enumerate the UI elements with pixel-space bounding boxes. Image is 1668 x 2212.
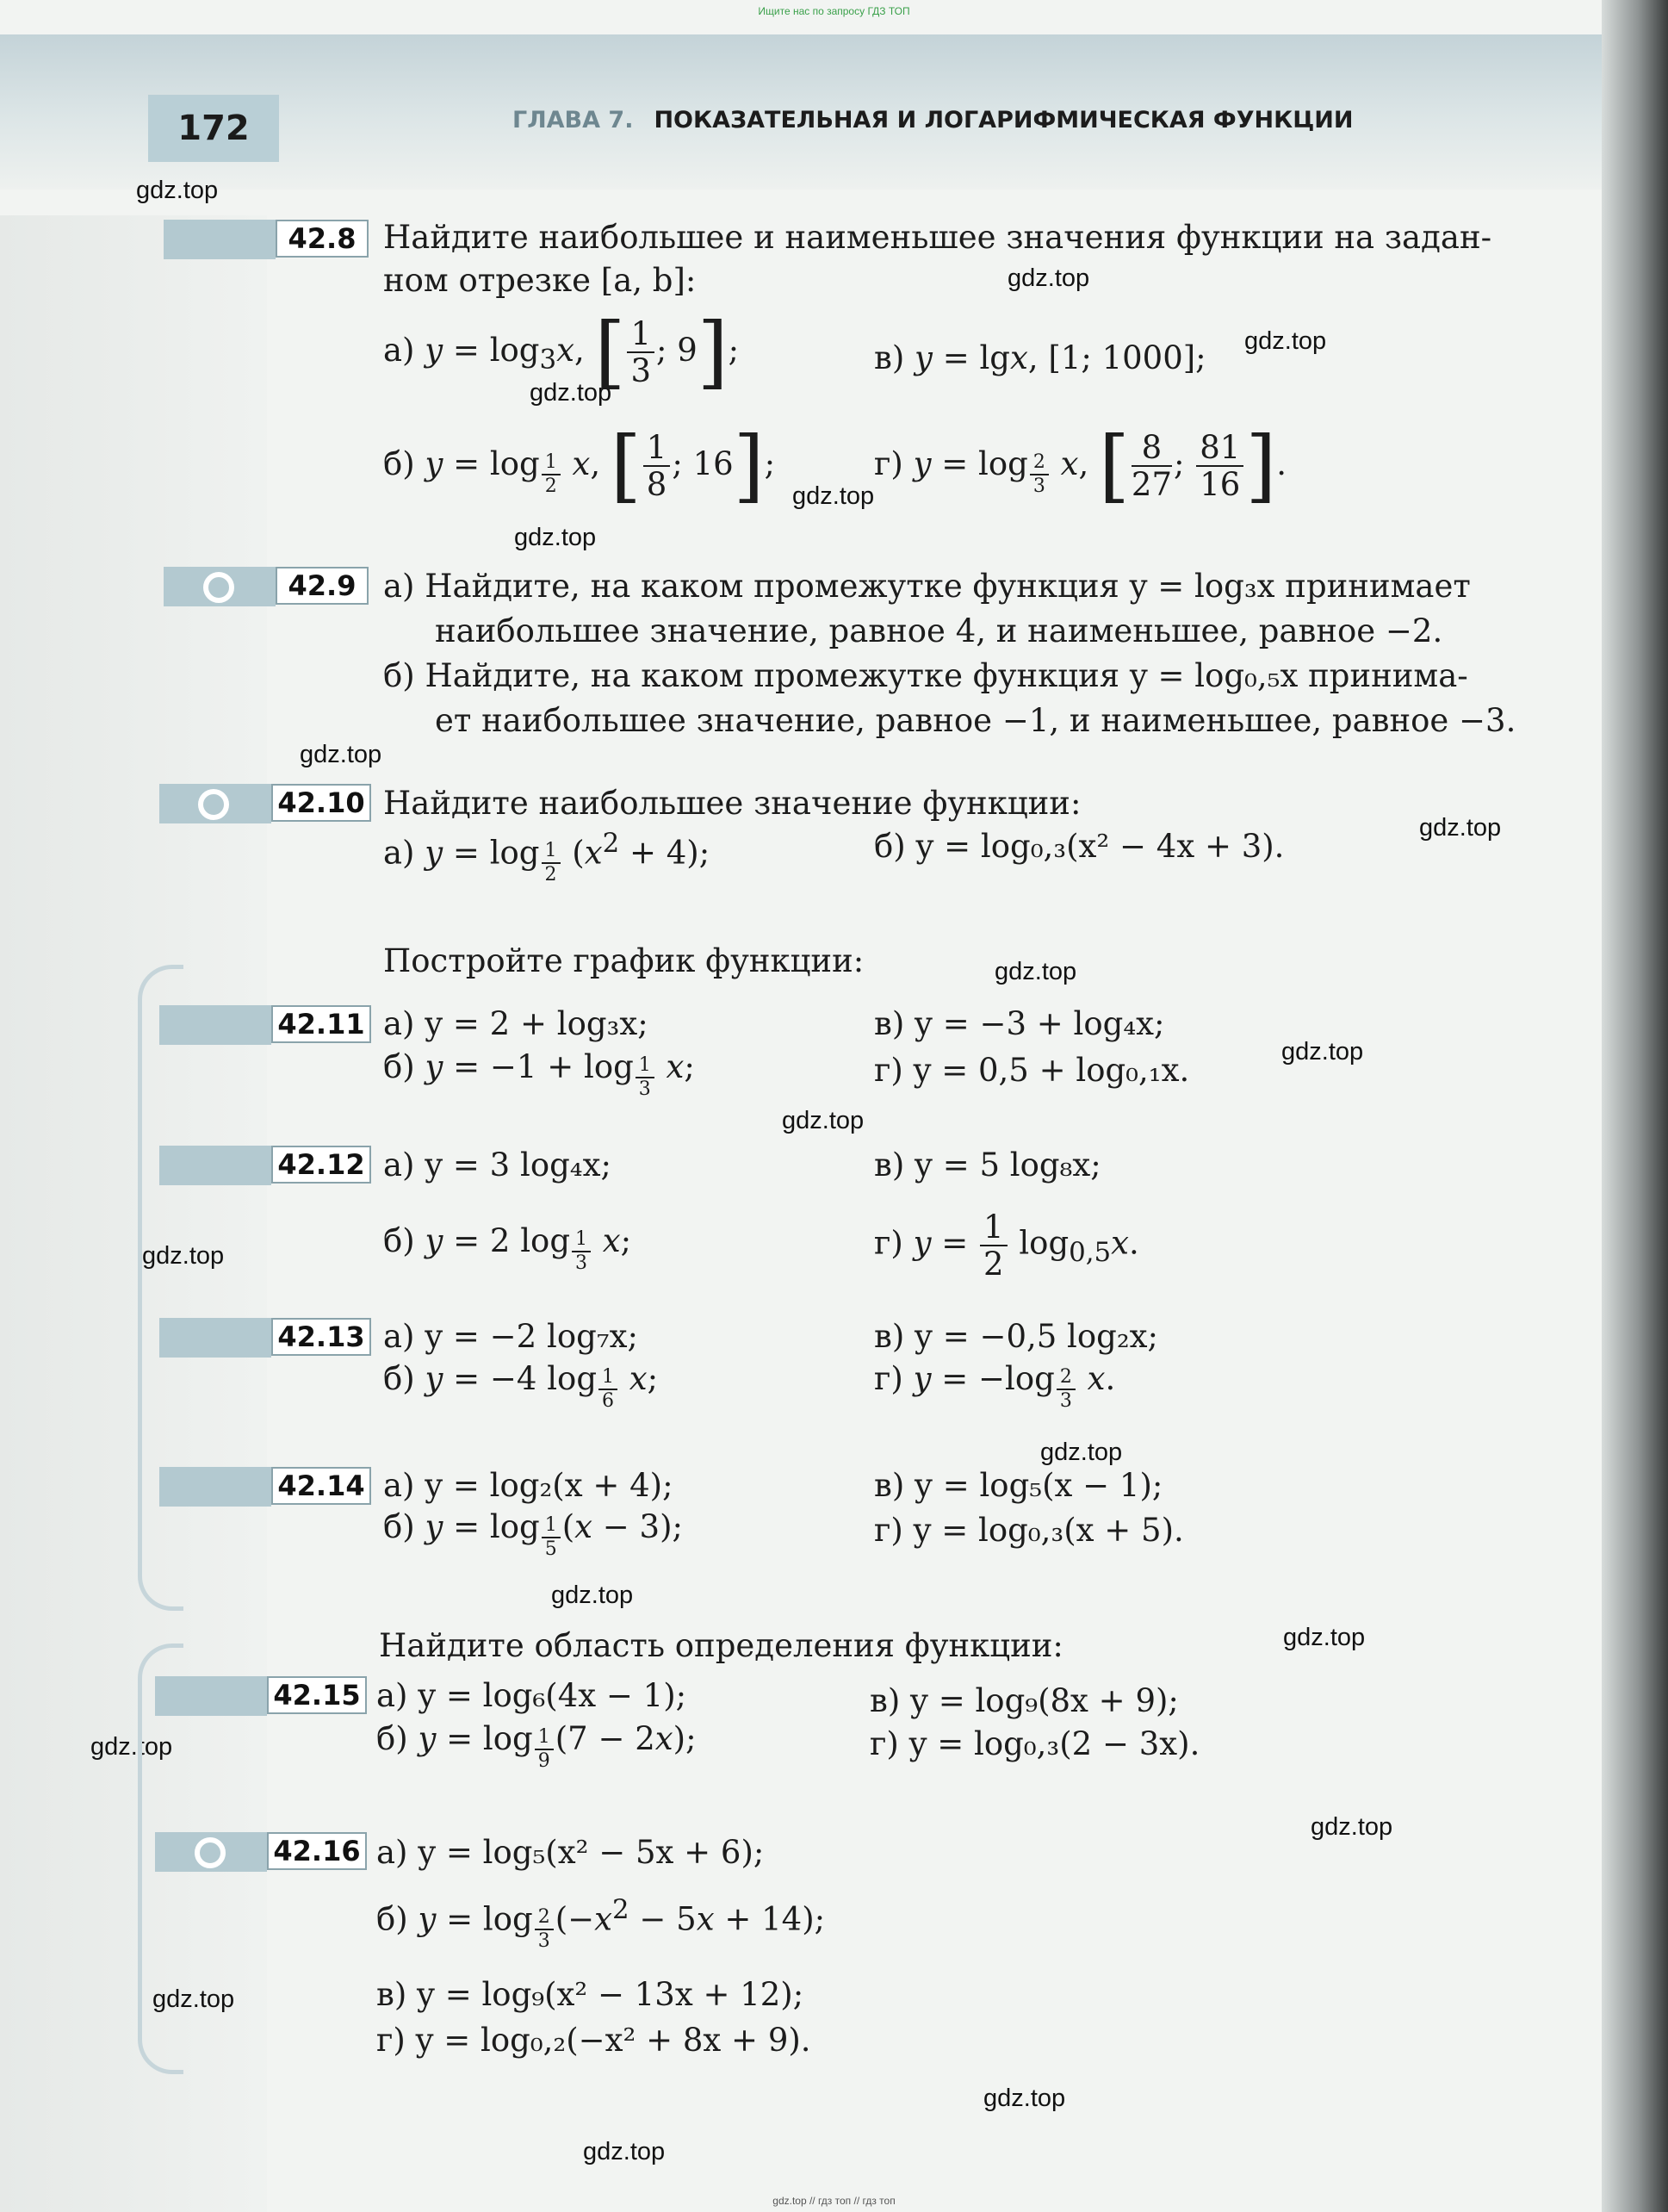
problem-text: б) Найдите, на каком промежутке функция y = log₀,₅x принима-	[383, 657, 1468, 694]
section-intro: Найдите область определения функции:	[379, 1627, 1063, 1664]
watermark: gdz.top	[782, 1107, 865, 1134]
watermark: gdz.top	[530, 379, 612, 407]
ring-marker-icon	[203, 572, 234, 603]
page-left-shade	[0, 215, 267, 2212]
formula-v: в) y = log₅(x − 1);	[874, 1467, 1163, 1504]
problem-bar	[155, 1676, 267, 1716]
formula-v: в) y = −3 + log₄x;	[874, 1005, 1165, 1042]
watermark: gdz.top	[551, 1581, 634, 1609]
section-intro: Постройте график функции:	[383, 942, 865, 979]
watermark: gdz.top	[583, 2138, 666, 2165]
formula-v: в) y = 5 log₈x;	[874, 1146, 1101, 1184]
problem-text: Найдите наибольшее значение функции:	[383, 785, 1082, 822]
formula-g: г) y = $\frac{1}{2}$ $\log_{0,5}x$.	[874, 1209, 1139, 1283]
formula-v: в) y = lgx, [1; 1000];	[874, 339, 1206, 376]
problem-number: 42.10	[271, 784, 371, 822]
formula-b: б) y = log $_{\frac{1}{5}}$ (x − 3);	[383, 1508, 683, 1560]
section-bracket	[138, 965, 183, 1611]
ring-marker-icon	[195, 1837, 226, 1868]
chapter-title: ПОКАЗАТЕЛЬНАЯ И ЛОГАРИФМИЧЕСКАЯ ФУНКЦИИ	[654, 107, 1354, 134]
problem-text: ет наибольшее значение, равное −1, и наименьшее, равное −3.	[435, 702, 1516, 739]
ring-marker-icon	[198, 789, 229, 820]
page-number: 172	[148, 95, 279, 162]
problem-text: наибольшее значение, равное 4, и наименьшее, равное −2.	[435, 612, 1443, 649]
watermark: gdz.top	[1040, 1438, 1123, 1466]
formula-b: б) y = log $_{\frac{2}{3}}$ $(-x^2 - 5x + 14)$;	[376, 1894, 826, 1953]
watermark: gdz.top	[136, 177, 219, 204]
watermark: gdz.top	[152, 1985, 235, 2013]
formula-b: б) y = −1 + log $_{\frac{1}{3}}$ x;	[383, 1048, 695, 1100]
problem-text: а) Найдите, на каком промежутке функция y = log₃x принимает	[383, 568, 1471, 605]
problem-bar	[159, 1146, 271, 1185]
formula-b: б) y = log $_{\frac{1}{2}}$ x, [ $\frac{1}{8}$ ; 16];	[383, 419, 776, 512]
formula-a: а) y = log $_{\frac{1}{2}}$ $(x^2 + 4)$;	[383, 828, 710, 886]
problem-number: 42.14	[271, 1467, 371, 1505]
chapter-label: ГЛАВА 7.	[512, 107, 634, 134]
formula-a: а) y = log₂(x + 4);	[383, 1467, 673, 1504]
problem-number: 42.11	[271, 1005, 371, 1043]
watermark: gdz.top	[995, 958, 1077, 985]
watermark: gdz.top	[1283, 1624, 1366, 1651]
formula-g: г) y = log₀,₃(x + 5).	[874, 1512, 1184, 1549]
watermark: gdz.top	[1419, 814, 1502, 842]
problem-bar	[164, 220, 276, 259]
formula-a: а) $y = \log_3x$, [ $\frac{1}{3}$ ; 9];	[383, 306, 740, 398]
formula-a: а) y = 3 log₄x;	[383, 1146, 611, 1184]
formula-g: г) y = log₀,₂(−x² + 8x + 9).	[376, 2022, 811, 2059]
formula-g: г) y = log $_{\frac{2}{3}}$ x, [ $\frac{8}{27}$ ; $\frac{81}{16}$ ].	[874, 419, 1287, 512]
watermark: gdz.top	[300, 741, 382, 768]
formula-v: в) y = log₉(8x + 9);	[870, 1682, 1179, 1719]
problem-text: ном отрезке [a, b]:	[383, 262, 697, 299]
problem-bar	[159, 1318, 271, 1358]
watermark: gdz.top	[792, 482, 875, 510]
problem-number: 42.9	[276, 567, 369, 605]
watermark: gdz.top	[1311, 1813, 1393, 1841]
page-binding-shadow	[1602, 0, 1668, 2212]
problem-number: 42.13	[271, 1318, 371, 1356]
problem-number: 42.15	[267, 1676, 367, 1714]
formula-a: а) y = log₆(4x − 1);	[376, 1677, 687, 1714]
formula-g: г) y = −log $_{\frac{2}{3}}$ x.	[874, 1360, 1116, 1412]
bottom-note: gdz.top // гдз топ // гдз топ	[772, 2195, 896, 2207]
problem-number: 42.8	[276, 220, 369, 258]
watermark: gdz.top	[1008, 264, 1090, 292]
formula-g: г) y = 0,5 + log₀,₁x.	[874, 1052, 1190, 1089]
problem-text: Найдите наибольшее и наименьшее значения функции на задан-	[383, 219, 1492, 256]
problem-number: 42.12	[271, 1146, 371, 1184]
formula-g: г) y = log₀,₃(2 − 3x).	[870, 1725, 1200, 1762]
formula-b: б) y = log $_{\frac{1}{9}}$ (7 − 2x);	[376, 1720, 697, 1772]
running-head	[512, 107, 1353, 134]
formula-v: в) y = −0,5 log₂x;	[874, 1318, 1159, 1355]
problem-bar	[159, 1467, 271, 1507]
watermark: gdz.top	[1281, 1038, 1364, 1066]
problem-number: 42.16	[267, 1832, 367, 1870]
watermark: gdz.top	[142, 1242, 225, 1270]
formula-a: а) y = log₅(x² − 5x + 6);	[376, 1834, 765, 1871]
formula-b: б) y = 2 log $_{\frac{1}{3}}$ x;	[383, 1222, 632, 1274]
watermark: gdz.top	[1244, 327, 1327, 355]
formula-b: б) y = −4 log $_{\frac{1}{6}}$ x;	[383, 1360, 659, 1412]
formula-v: в) y = log₉(x² − 13x + 12);	[376, 1976, 804, 2013]
watermark: gdz.top	[90, 1733, 173, 1761]
formula-b: б) y = log₀,₃(x² − 4x + 3).	[874, 828, 1285, 865]
formula-a: а) y = −2 log₇x;	[383, 1318, 638, 1355]
top-note: Ищите нас по запросу ГДЗ ТОП	[758, 5, 910, 17]
formula-a: а) y = 2 + log₃x;	[383, 1005, 648, 1042]
watermark: gdz.top	[983, 2085, 1066, 2112]
watermark: gdz.top	[514, 524, 597, 551]
problem-bar	[159, 1005, 271, 1045]
